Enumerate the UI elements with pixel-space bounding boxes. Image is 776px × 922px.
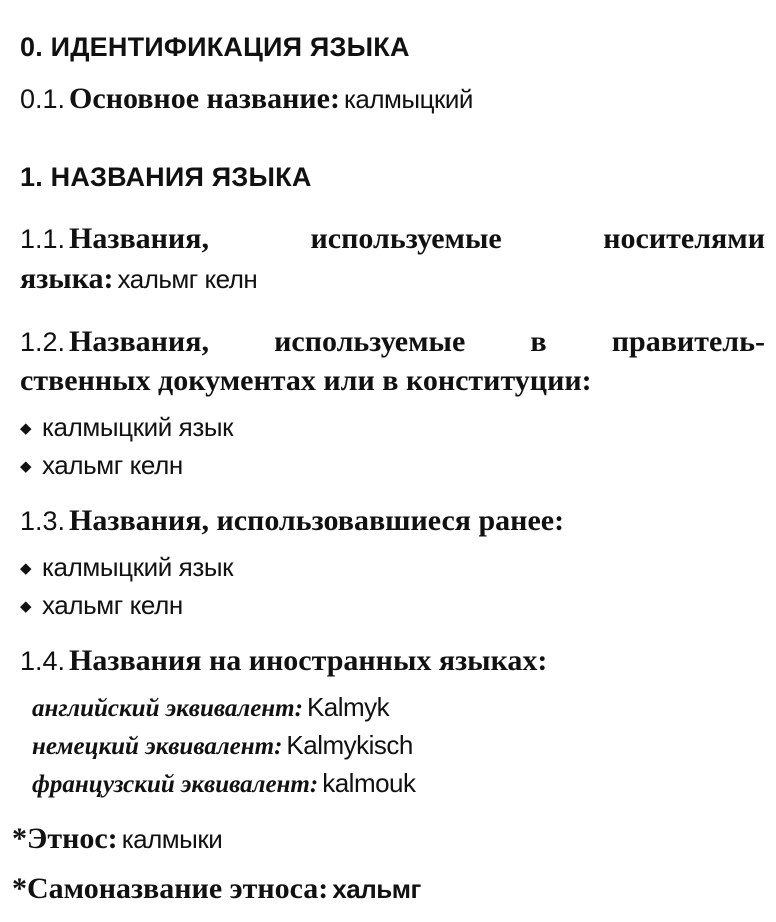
ethnos-selfname-label: *Самоназвание этноса: [12, 872, 329, 905]
section-heading-1: 1. НАЗВАНИЯ ЯЗЫКА [20, 162, 312, 192]
list-item [20, 450, 183, 481]
item-label: Названия на иностранных языках: [69, 644, 548, 677]
equivalent-value: Kalmyk [306, 692, 390, 722]
item-number: 1.2. [20, 327, 66, 357]
list-item [20, 412, 233, 443]
list-item [20, 552, 233, 583]
label-word: используемые [310, 222, 502, 255]
section-heading-0: 0. ИДЕНТИФИКАЦИЯ ЯЗЫКА [20, 32, 410, 62]
label-word: Названия, [69, 222, 209, 255]
equivalent-value: kalmouk [322, 768, 416, 798]
label-word: используемые [274, 325, 466, 358]
item-1-1-lead [20, 222, 209, 256]
equivalent-german [32, 730, 413, 761]
item-label: Основное название: [69, 82, 340, 115]
label-word: носителями [603, 222, 765, 255]
item-number: 0.1. [20, 84, 66, 114]
equivalent-english [32, 692, 389, 723]
ethnos-selfname [12, 872, 421, 906]
item-1-2-line2: ственных документах или в конституции: [20, 364, 592, 397]
item-0-1 [20, 82, 473, 116]
item-1-2-lead [20, 325, 209, 359]
diamond-bullet-icon: ◆ [20, 420, 32, 437]
ethnos-selfname-value: хальмг [332, 874, 421, 904]
ethnos-label: *Этнос: [12, 822, 118, 855]
ethnos [12, 822, 222, 856]
list-item-text: калмыцкий язык [42, 412, 234, 442]
list-item-text: хальмг келн [42, 450, 183, 480]
ethnos-value: калмыки [121, 824, 223, 854]
equivalent-label: английский эквивалент: [32, 695, 303, 722]
list-item-text: калмыцкий язык [42, 552, 234, 582]
item-label: языка: [20, 262, 114, 295]
diamond-bullet-icon: ◆ [20, 598, 32, 615]
label-word: правитель- [611, 325, 765, 358]
equivalent-label: французский эквивалент: [32, 771, 319, 798]
list-item-text: хальмг келн [42, 590, 183, 620]
equivalent-value: Kalmykisch [286, 730, 413, 760]
item-1-1-line1 [20, 222, 765, 256]
equivalent-french [32, 768, 416, 799]
diamond-bullet-icon: ◆ [20, 560, 32, 577]
item-value: хальмг келн [117, 264, 258, 294]
list-item [20, 590, 183, 621]
item-1-1-line2 [20, 262, 257, 296]
item-1-4 [20, 644, 547, 678]
item-value: калмыцкий [343, 84, 473, 114]
diamond-bullet-icon: ◆ [20, 458, 32, 475]
item-number: 1.3. [20, 506, 66, 536]
equivalent-label: немецкий эквивалент: [32, 733, 283, 760]
item-1-3 [20, 504, 564, 538]
item-label: Названия, использовавшиеся ранее: [69, 504, 565, 537]
item-1-2-line1 [20, 325, 765, 359]
label-word: в [530, 325, 547, 358]
item-number: 1.1. [20, 224, 66, 254]
item-number: 1.4. [20, 646, 66, 676]
label-word: Названия, [69, 325, 209, 358]
